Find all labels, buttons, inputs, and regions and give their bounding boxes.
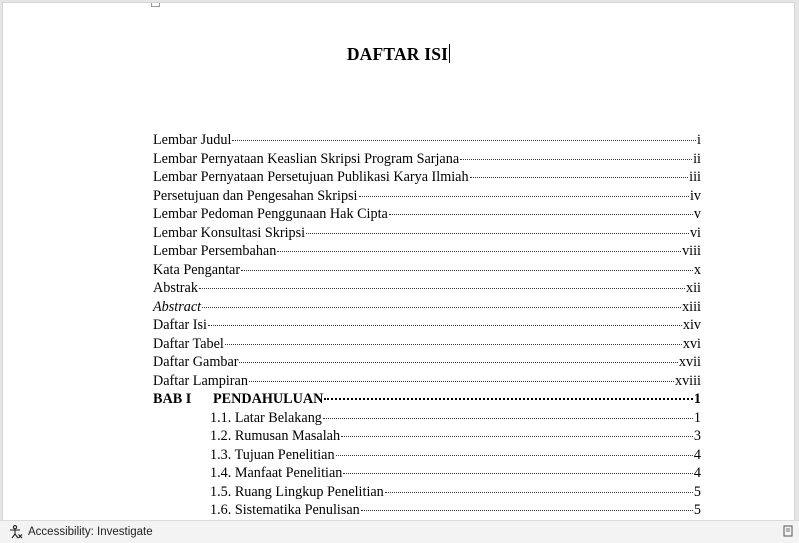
- toc-entry[interactable]: [153, 150, 701, 169]
- subsection-page: 5: [693, 483, 701, 500]
- table-of-contents: [153, 131, 701, 520]
- toc-entry[interactable]: [153, 187, 701, 206]
- page-title[interactable]: [3, 44, 794, 65]
- toc-entry-label: Persetujuan dan Pengesahan Skripsi: [153, 187, 358, 204]
- toc-entry-label: Abstract: [153, 298, 202, 315]
- dot-leader: [385, 491, 693, 493]
- toc-entry-label: Daftar Gambar: [153, 354, 239, 370]
- subsection-label: 1.1. Latar Belakang: [210, 409, 322, 426]
- toc-entry-page: vi: [689, 224, 701, 241]
- chapter-title: PENDAHULUAN: [213, 391, 324, 407]
- text-cursor: [449, 44, 450, 63]
- toc-entry-page: v: [693, 206, 701, 222]
- toc-entry-page: ii: [693, 150, 701, 167]
- toc-entry-page: xvii: [678, 354, 701, 370]
- chapter-number: BAB I: [153, 391, 192, 407]
- toc-entry-page: i: [697, 132, 701, 148]
- toc-entry-page: iii: [689, 169, 701, 185]
- dot-leader: [202, 306, 681, 308]
- toc-chapter-bab-1[interactable]: [153, 390, 701, 409]
- dot-leader: [239, 361, 677, 363]
- toc-entry-page: x: [693, 261, 701, 278]
- document-page[interactable]: [3, 3, 794, 520]
- toc-entry-label: Lembar Pernyataan Keaslian Skripsi Program Sarjana: [153, 150, 460, 167]
- subsection-label: 1.6. Sistematika Penulisan: [210, 502, 360, 518]
- subsection-page: 5: [693, 502, 701, 518]
- chapter-page: 1: [693, 391, 701, 407]
- subsection-label: 1.3. Tujuan Penelitian: [210, 446, 335, 463]
- dot-leader: [225, 343, 682, 345]
- toc-entry[interactable]: [153, 242, 701, 261]
- toc-subsection[interactable]: [153, 483, 701, 502]
- toc-entry-page: viii: [682, 243, 701, 259]
- toc-entry-page: xiv: [682, 317, 701, 333]
- dot-leader: [359, 195, 689, 197]
- dot-leader: [306, 232, 689, 234]
- toc-entry-page: xviii: [674, 372, 701, 389]
- toc-entry[interactable]: [153, 298, 701, 317]
- toc-entry-label: Abstrak: [153, 280, 198, 296]
- dot-leader: [241, 269, 693, 271]
- toc-subsection[interactable]: [153, 464, 701, 483]
- dot-leader: [232, 139, 696, 141]
- toc-entry[interactable]: [153, 316, 701, 335]
- toc-entry-label: Daftar Isi: [153, 317, 207, 333]
- dot-leader: [336, 454, 693, 456]
- toc-subsection[interactable]: [153, 446, 701, 465]
- toc-entry-page: xii: [686, 280, 701, 296]
- toc-entry[interactable]: [153, 279, 701, 298]
- title-text: DAFTAR ISI: [346, 44, 449, 64]
- toc-entry[interactable]: [153, 353, 701, 372]
- subsection-page: 1: [693, 409, 701, 426]
- toc-entry-label: Lembar Persembahan: [153, 243, 277, 259]
- dot-leader: [460, 158, 692, 160]
- toc-entry-label: Lembar Judul: [153, 132, 232, 148]
- toc-entry-label: Daftar Tabel: [153, 335, 224, 352]
- toc-entry-label: Lembar Pedoman Penggunaan Hak Cipta: [153, 206, 388, 222]
- toc-entry-page: xiii: [682, 298, 701, 315]
- dot-leader: [323, 417, 693, 419]
- toc-entry[interactable]: [153, 261, 701, 280]
- dot-leader: [324, 397, 693, 400]
- dot-leader: [470, 176, 689, 178]
- dot-leader: [389, 213, 693, 215]
- dot-leader: [361, 509, 693, 511]
- status-bar: [0, 520, 799, 543]
- subsection-label: 1.4. Manfaat Penelitian: [210, 465, 343, 481]
- toc-entry[interactable]: [153, 131, 701, 150]
- toc-entry-page: iv: [689, 187, 701, 204]
- toc-subsection[interactable]: [153, 409, 701, 428]
- dot-leader: [341, 435, 693, 437]
- chapter-heading: [153, 390, 323, 409]
- toc-entry[interactable]: [153, 335, 701, 354]
- accessibility-status-button[interactable]: [8, 524, 153, 540]
- toc-entry-label: Kata Pengantar: [153, 261, 241, 278]
- subsection-page: 4: [693, 465, 701, 481]
- subsection-label: 1.2. Rumusan Masalah: [210, 428, 341, 444]
- toc-entry-label: Daftar Lampiran: [153, 372, 248, 389]
- page-view-icon: [783, 525, 793, 537]
- toc-entry-label: Lembar Konsultasi Skripsi: [153, 224, 306, 241]
- subsection-label: 1.5. Ruang Lingkup Penelitian: [210, 483, 384, 500]
- dot-leader: [208, 324, 682, 326]
- toc-subsection[interactable]: [153, 501, 701, 520]
- accessibility-icon: [8, 525, 23, 539]
- toc-entry[interactable]: [153, 168, 701, 187]
- subsection-page: 4: [693, 446, 701, 463]
- indent-marker[interactable]: [151, 3, 160, 7]
- toc-entry-label: Lembar Pernyataan Persetujuan Publikasi Karya Ilmiah: [153, 169, 469, 185]
- dot-leader: [199, 287, 685, 289]
- toc-entry[interactable]: [153, 224, 701, 243]
- dot-leader: [249, 380, 674, 382]
- toc-entry[interactable]: [153, 372, 701, 391]
- dot-leader: [277, 250, 681, 252]
- toc-subsection[interactable]: [153, 427, 701, 446]
- dot-leader: [343, 472, 693, 474]
- subsection-page: 3: [693, 428, 701, 444]
- status-bar-resize-grip[interactable]: [783, 525, 793, 537]
- toc-entry-page: xvi: [682, 335, 701, 352]
- toc-entry[interactable]: [153, 205, 701, 224]
- accessibility-status-label: Accessibility: Investigate: [28, 526, 153, 538]
